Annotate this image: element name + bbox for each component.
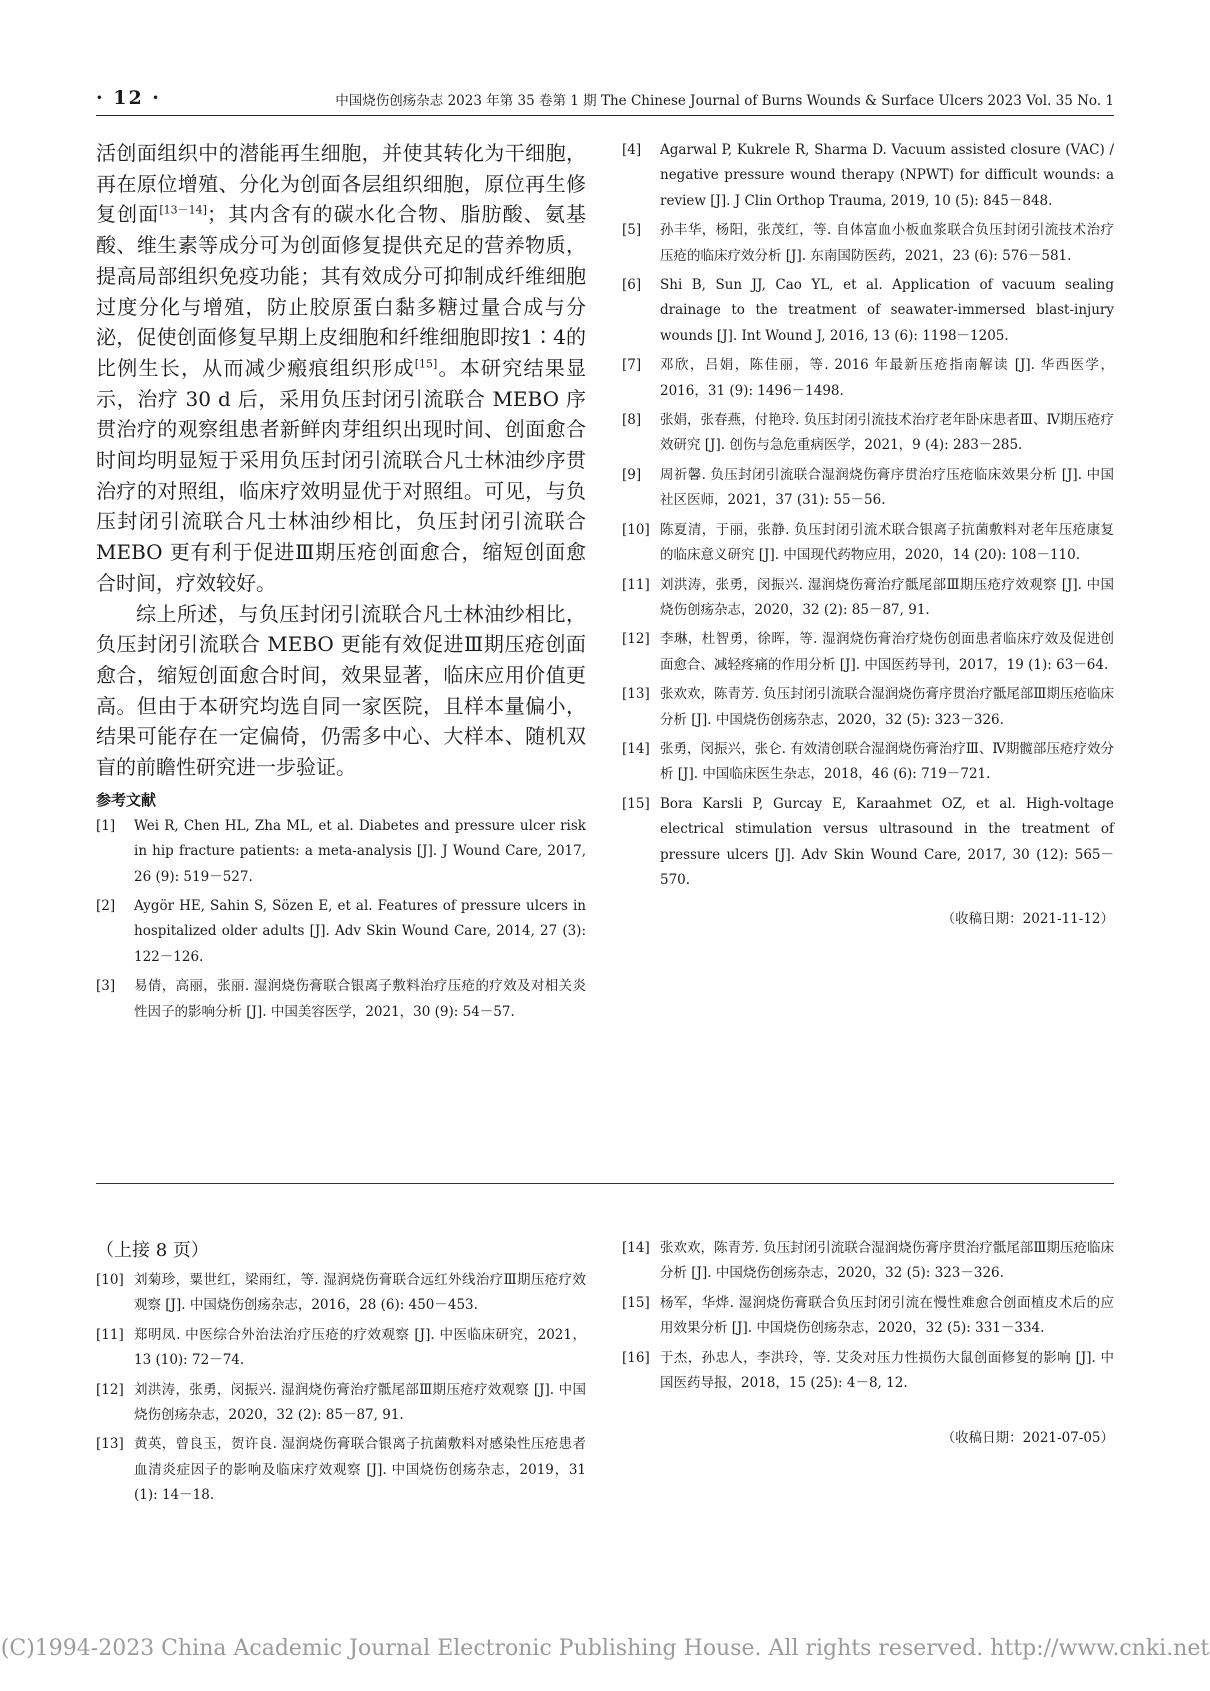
reference-number: [10] — [96, 1272, 124, 1288]
reference-text: 张娟，张春燕，付艳玲. 负压封闭引流技术治疗老年卧床患者Ⅲ、Ⅳ期压疮疗效研究 [J]. 创伤与急危重病医学，2021，9 (4): 283－285. — [660, 412, 1114, 454]
citation-15: [15] — [414, 357, 438, 371]
reference-item — [622, 1346, 1114, 1397]
reference-item — [96, 974, 586, 1025]
reference-number: [14] — [622, 1240, 650, 1256]
reference-item — [622, 138, 1114, 214]
right-column — [622, 138, 1114, 927]
reference-number: [11] — [622, 576, 650, 593]
reference-text: 张勇，闵振兴，张仑. 有效清创联合湿润烧伤膏治疗Ⅲ、Ⅳ期髋部压疮疗效分析 [J]. 中国临床医生杂志，2018，46 (6): 719－721. — [660, 740, 1114, 783]
reference-item — [622, 792, 1114, 894]
paragraph-1-part-a: 活创面组织中的潜能再生细胞，并使其转化为干细胞，再在原位增殖、分化为创面各层组织细胞，原位再生修复创面 — [96, 141, 586, 227]
reference-text: 刘菊珍，粟世红，梁雨红，等. 湿润烧伤膏联合远红外线治疗Ⅲ期压疮疗效观察 [J]. 中国烧伤创疡杂志，2016，28 (6): 450－453. — [134, 1272, 586, 1314]
reference-item — [96, 1378, 586, 1429]
reference-item — [622, 573, 1114, 624]
reference-text: 张欢欢，陈青芳. 负压封闭引流联合湿润烧伤膏序贯治疗骶尾部Ⅲ期压疮临床分析 [J]. 中国烧伤创疡杂志，2020，32 (5): 323－326. — [660, 1240, 1114, 1282]
reference-text: 易倩，高丽，张丽. 湿润烧伤膏联合银离子敷料治疗压疮的疗效及对相关炎性因子的影响分析 [J]. 中国美容医学，2021，30 (9): 54－57. — [134, 978, 586, 1020]
left-column — [96, 138, 586, 1029]
reference-number: [11] — [96, 1326, 124, 1343]
reference-number: [10] — [622, 521, 650, 538]
reference-text: 郑明凤. 中医综合外治法治疗压疮的疗效观察 [J]. 中医临床研究，2021，13 (10): 72－74. — [134, 1326, 586, 1369]
copyright-footer: (C)1994-2023 China Academic Journal Electronic Publishing House. All rights reserved. http://www.cnki.net — [0, 1636, 1210, 1661]
reference-text: Shi B, Sun JJ, Cao YL, et al. Application of vacuum sealing drainage to the treatment of seawater-immersed blast-injury wounds [J]. Int Wound J, 2016, 13 (6): 1198－1205. — [660, 277, 1114, 344]
references-heading: 参考文献 — [96, 790, 157, 809]
paragraph-1-part-b: ；其内含有的碳水化合物、脂肪酸、氨基酸、维生素等成分可为创面修复提供充足的营养物质，提高局部组织免疫功能；其有效成分可抑制成纤维细胞过度分化与增殖，防止胶原蛋白黏多糖过量合成与分泌，促使创面修复早期上皮细胞和纤维细胞即按1∶4的比例生长，从而减少瘢痕组织形成 — [96, 202, 587, 380]
reference-text: Wei R, Chen HL, Zha ML, et al. Diabetes and pressure ulcer risk in hip fracture patients: a meta-analysis [J]. J Wound Care, 2017, 26 (9): 519－527. — [134, 817, 586, 885]
reference-text: 陈夏清，于丽，张静. 负压封闭引流术联合银离子抗菌敷料对老年压疮康复的临床意义研究 [J]. 中国现代药物应用，2020，14 (20): 108－110. — [660, 521, 1114, 564]
reference-number: [9] — [622, 466, 642, 483]
reference-item — [96, 894, 586, 970]
section-divider — [96, 1183, 1114, 1184]
reference-item — [96, 1268, 586, 1319]
reference-list-right — [622, 138, 1114, 893]
reference-item — [622, 273, 1114, 349]
reference-item — [622, 737, 1114, 788]
reference-number: [2] — [96, 897, 116, 914]
received-date-2: （收稿日期：2021-07-05） — [941, 1430, 1114, 1447]
reference-number: [5] — [622, 222, 642, 239]
reference-number: [14] — [622, 740, 650, 757]
reference-number: [7] — [622, 357, 642, 374]
reference-text: Aygör HE, Sahin S, Sözen E, et al. Features of pressure ulcers in hospitalized older adults [J]. Adv Skin Wound Care, 2014, 27 (3): 122－126. — [134, 897, 586, 965]
reference-number: [1] — [96, 817, 116, 834]
reference-number: [16] — [622, 1349, 650, 1366]
received-date: （收稿日期：2021-11-12） — [941, 911, 1114, 928]
continued-reference-list-right — [622, 1236, 1114, 1396]
reference-item — [96, 814, 586, 890]
reference-text: 刘洪涛，张勇，闵振兴. 湿润烧伤膏治疗骶尾部Ⅲ期压疮疗效观察 [J]. 中国烧伤创疡杂志，2020，32 (2): 85－87, 91. — [134, 1381, 586, 1424]
reference-number: [12] — [96, 1381, 124, 1398]
reference-item — [622, 1291, 1114, 1342]
reference-text: 于杰，孙忠人，李洪玲，等. 艾灸对压力性损伤大鼠创面修复的影响 [J]. 中国医药导报，2018，15 (25): 4－8, 12. — [660, 1349, 1114, 1392]
paragraph-1 — [96, 138, 586, 599]
reference-item — [622, 408, 1114, 459]
reference-text: Agarwal P, Kukrele R, Sharma D. Vacuum assisted closure (VAC) / negative pressure wound therapy (NPWT) for difficult wounds: a review [J]. J Clin Orthop Trauma, 2019, 10 (5): 845－848. — [660, 142, 1114, 209]
paragraph-2: 综上所述，与负压封闭引流联合凡士林油纱相比，负压封闭引流联合 MEBO 更能有效促进Ⅲ期压疮创面愈合，缩短创面愈合时间，效果显著，临床应用价值更高。但由于本研究均选自同一家医院，且样本量偏小，结果可能存在一定偏倚，仍需多中心、大样本、随机双盲的前瞻性研究进一步验证。 — [96, 601, 586, 780]
journal-running-title: 中国烧伤创疡杂志 2023 年第 35 卷第 1 期 The Chinese Journal of Burns Wounds & Surface Ulcers 2023 Vol. 35 No. 1 — [335, 93, 1114, 109]
page-number: · 12 · — [96, 87, 161, 109]
reference-text: 刘洪涛，张勇，闵振兴. 湿润烧伤膏治疗骶尾部Ⅲ期压疮疗效观察 [J]. 中国烧伤创疡杂志，2020，32 (2): 85－87, 91. — [660, 576, 1114, 618]
continued-from-label: （上接 8 页） — [96, 1240, 209, 1261]
reference-number: [15] — [622, 795, 650, 812]
reference-number: [6] — [622, 277, 642, 294]
reference-item — [96, 1323, 586, 1374]
reference-item — [622, 463, 1114, 514]
continued-right-column — [622, 1236, 1114, 1446]
reference-text: Bora Karsli P, Gurcay E, Karaahmet OZ, et al. High-voltage electrical stimulation versus ultrasound in the treatment of pressure ulcers [J]. Adv Skin Wound Care, 2017, 30 (12): 565－570. — [660, 795, 1114, 888]
running-header — [96, 82, 1114, 116]
reference-number: [13] — [622, 686, 650, 703]
reference-text: 孙丰华，杨阳，张茂红，等. 自体富血小板血浆联合负压封闭引流技术治疗压疮的临床疗效分析 [J]. 东南国防医药，2021，23 (6): 576－581. — [660, 222, 1114, 264]
body-text — [96, 138, 586, 783]
reference-item — [622, 1236, 1114, 1287]
reference-number: [3] — [96, 978, 116, 995]
reference-text: 张欢欢，陈青芳. 负压封闭引流联合湿润烧伤膏序贯治疗骶尾部Ⅲ期压疮临床分析 [J]. 中国烧伤创疡杂志，2020，32 (5): 323－326. — [660, 686, 1114, 728]
reference-number: [13] — [96, 1436, 124, 1453]
continued-left-column — [96, 1236, 586, 1513]
reference-number: [4] — [622, 142, 642, 158]
reference-number: [15] — [622, 1294, 650, 1311]
reference-item — [622, 682, 1114, 733]
reference-number: [8] — [622, 412, 642, 429]
reference-number: [12] — [622, 631, 650, 648]
paragraph-1-part-c: 。本研究结果显示，治疗 30 d 后，采用负压封闭引流联合 MEBO 序贯治疗的观察组患者新鲜肉芽组织出现时间、创面愈合时间均明显短于采用负压封闭引流联合凡士林油纱序贯治疗的对照组，临床疗效明显优于对照组。可见，与负压封闭引流联合凡士林油纱相比，负压封闭引流联合 MEBO 更有利于促进Ⅲ期压疮创面愈合，缩短创面愈合时间，疗效较好。 — [96, 355, 587, 595]
reference-item — [622, 218, 1114, 269]
reference-item — [622, 353, 1114, 404]
reference-text: 邓欣，吕娟，陈佳丽，等. 2016 年最新压疮指南解读 [J]. 华西医学，2016，31 (9): 1496－1498. — [660, 357, 1114, 399]
citation-13-14: [13－14] — [159, 203, 207, 217]
reference-text: 杨军，华烨. 湿润烧伤膏联合负压封闭引流在慢性难愈合创面植皮术后的应用效果分析 [J]. 中国烧伤创疡杂志，2020，32 (5): 331－334. — [660, 1294, 1114, 1337]
continued-reference-list-left — [96, 1268, 586, 1509]
reference-text: 李琳，杜智勇，徐晖，等. 湿润烧伤膏治疗烧伤创面患者临床疗效及促进创面愈合、减轻疼痛的作用分析 [J]. 中国医药导刊，2017，19 (1): 63－64. — [660, 631, 1114, 673]
reference-item — [622, 627, 1114, 678]
reference-text: 黄英，曾良玉，贺许良. 湿润烧伤膏联合银离子抗菌敷料对感染性压疮患者血清炎症因子的影响及临床疗效观察 [J]. 中国烧伤创疡杂志，2019，31 (1): 14－18. — [134, 1436, 586, 1504]
reference-list-left — [96, 814, 586, 1025]
reference-item — [96, 1432, 586, 1508]
reference-item — [622, 518, 1114, 569]
reference-text: 周祈馨. 负压封闭引流联合湿润烧伤膏序贯治疗压疮临床效果分析 [J]. 中国社区医师，2021，37 (31): 55－56. — [660, 466, 1114, 509]
